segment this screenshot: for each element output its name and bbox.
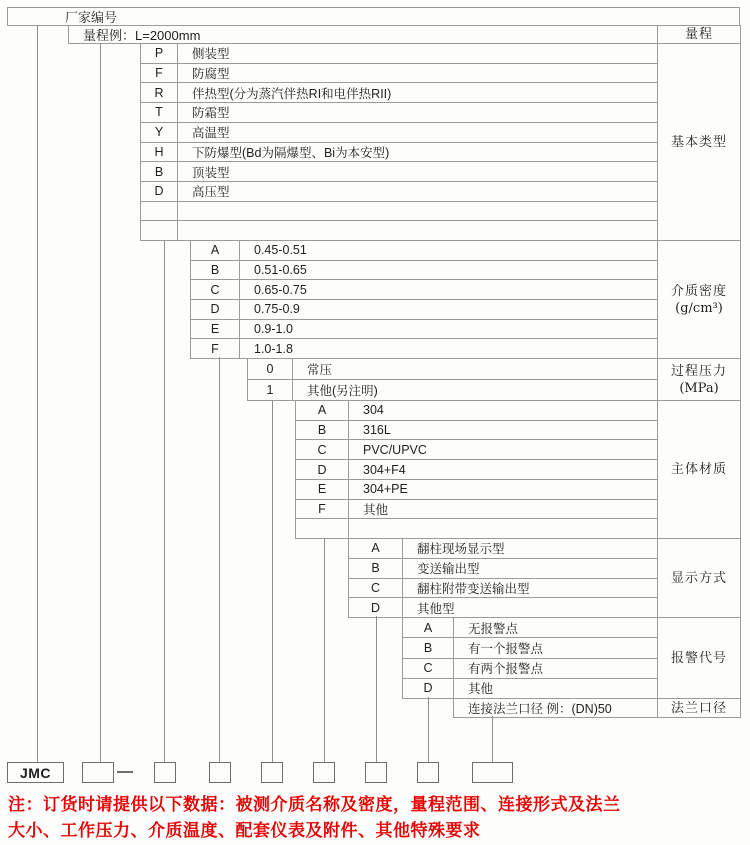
label-medium-density-text: 介质密度 xyxy=(670,283,727,299)
code-box-pressure xyxy=(261,762,283,783)
table-row xyxy=(349,539,657,559)
ordering-note xyxy=(8,792,748,844)
table-row xyxy=(454,699,657,717)
table-row xyxy=(141,143,657,163)
table-row xyxy=(403,618,657,638)
connector-line-basic-type xyxy=(164,240,165,762)
table-row xyxy=(191,320,657,340)
basic-type-table xyxy=(140,43,658,241)
table-row xyxy=(403,638,657,658)
label-body-material xyxy=(657,400,741,539)
table-row xyxy=(248,359,657,380)
flange-size-table xyxy=(453,698,658,718)
code-cell: C xyxy=(296,440,349,459)
table-row xyxy=(403,679,657,698)
code-cell: B xyxy=(141,162,178,181)
description-cell: 其他 xyxy=(363,502,389,517)
description-cell: 0.51-0.65 xyxy=(254,263,307,277)
code-box-display xyxy=(365,762,387,783)
label-process-pressure-text: 过程压力 xyxy=(670,363,727,379)
code-cell: D xyxy=(141,182,178,201)
description-cell: 其他 xyxy=(468,682,494,697)
table-row xyxy=(191,339,657,358)
table-row xyxy=(349,579,657,599)
code-cell: E xyxy=(296,480,349,499)
table-row xyxy=(141,44,657,64)
connector-line-alarm xyxy=(428,697,429,762)
code-cell: B xyxy=(191,261,240,280)
description-cell: 高压型 xyxy=(192,185,230,200)
description-cell: 304+PE xyxy=(363,482,408,497)
connector-line-pressure xyxy=(272,400,273,762)
code-cell: T xyxy=(141,103,178,122)
label-display-mode-text: 显示方式 xyxy=(670,570,727,586)
code-cell: C xyxy=(349,579,403,598)
table-row xyxy=(141,202,657,222)
code-cell: A xyxy=(349,539,403,558)
code-cell: 0 xyxy=(248,359,293,379)
code-box-alarm xyxy=(417,762,439,783)
connector-line-range xyxy=(100,43,101,762)
table-row xyxy=(296,440,657,460)
table-row xyxy=(141,83,657,103)
table-row xyxy=(403,659,657,679)
table-row xyxy=(349,598,657,617)
table-row xyxy=(296,460,657,480)
description-cell: 常压 xyxy=(307,363,333,377)
description-cell: 下防爆型(Bd为隔爆型、Bi为本安型) xyxy=(192,145,390,160)
code-cell: D xyxy=(296,460,349,479)
code-cell: H xyxy=(141,143,178,162)
label-medium-density xyxy=(657,240,741,359)
code-cell: P xyxy=(141,44,178,63)
label-range-text: 量程 xyxy=(684,27,713,42)
description-cell: 防霜型 xyxy=(192,106,230,121)
table-row xyxy=(141,182,657,202)
code-cell: D xyxy=(349,598,403,617)
code-cell: B xyxy=(349,559,403,578)
connector-line-density xyxy=(219,357,220,762)
table-row xyxy=(296,480,657,500)
description-cell: 连接法兰口径 例：(DN)50 xyxy=(468,702,612,716)
code-box-basic-type xyxy=(154,762,176,783)
code-box-range xyxy=(82,762,114,783)
code-cell: B xyxy=(296,421,349,440)
label-basic-type xyxy=(657,43,741,241)
label-range xyxy=(657,25,741,44)
table-row xyxy=(141,123,657,143)
code-cell: A xyxy=(191,241,240,260)
ordering-note-line1: 注：订货时请提供以下数据：被测介质名称及密度，量程范围、连接形式及法兰 xyxy=(8,795,621,814)
table-row xyxy=(191,280,657,300)
code-cell xyxy=(296,519,349,538)
label-alarm-code-text: 报警代号 xyxy=(670,650,727,666)
code-cell: A xyxy=(403,618,454,637)
code-box-flange xyxy=(472,762,513,783)
table-row xyxy=(349,559,657,579)
process-pressure-table xyxy=(247,358,658,401)
code-cell: F xyxy=(141,64,178,83)
code-cell: D xyxy=(403,679,454,698)
description-cell: 其他(另注明) xyxy=(307,384,378,398)
description-cell: 防腐型 xyxy=(192,67,230,82)
label-alarm-code xyxy=(657,617,741,699)
description-cell: 有一个报警点 xyxy=(468,641,544,656)
description-cell: 0.75-0.9 xyxy=(254,302,300,317)
description-cell: 0.65-0.75 xyxy=(254,282,307,297)
range-example-text: 量程例：L=2000mm xyxy=(83,28,201,43)
description-cell: 0.9-1.0 xyxy=(254,322,293,337)
description-cell: 有两个报警点 xyxy=(468,662,544,677)
code-cell xyxy=(141,221,178,240)
description-cell: 304+F4 xyxy=(363,462,406,477)
model-prefix-text: JMC xyxy=(19,764,52,781)
table-row xyxy=(191,261,657,281)
description-cell: 翻柱现场显示型 xyxy=(417,542,505,557)
code-cell: Y xyxy=(141,123,178,142)
code-cell: R xyxy=(141,83,178,102)
description-cell: 高温型 xyxy=(192,126,230,141)
description-cell xyxy=(178,221,657,240)
code-cell: 1 xyxy=(248,380,293,400)
code-cell: C xyxy=(191,280,240,299)
connector-line-material xyxy=(324,538,325,762)
code-cell: B xyxy=(403,638,454,657)
description-cell: 1.0-1.8 xyxy=(254,341,293,356)
range-example-row xyxy=(68,25,658,44)
description-cell: 0.45-0.51 xyxy=(254,243,307,258)
body-material-table xyxy=(295,400,658,539)
code-cell: C xyxy=(403,659,454,678)
table-row xyxy=(191,241,657,261)
code-cell xyxy=(141,202,178,221)
table-row xyxy=(141,103,657,123)
separator-dash xyxy=(117,771,133,773)
description-cell: 伴热型(分为蒸汽伴热RI和电伴热RII) xyxy=(192,86,392,101)
code-cell: D xyxy=(191,300,240,319)
table-row xyxy=(296,421,657,441)
label-body-material-text: 主体材质 xyxy=(670,462,727,477)
description-cell: 翻柱附带变送输出型 xyxy=(417,581,530,596)
description-cell: 顶装型 xyxy=(192,165,230,180)
code-cell: E xyxy=(191,320,240,339)
display-mode-table xyxy=(348,538,658,618)
connector-line-display xyxy=(376,616,377,762)
description-cell xyxy=(178,202,657,221)
table-row xyxy=(248,380,657,400)
description-cell: 304 xyxy=(363,403,384,418)
table-row xyxy=(141,221,657,240)
code-cell: F xyxy=(191,339,240,358)
label-flange-size xyxy=(657,698,741,718)
description-cell xyxy=(349,519,657,538)
code-box-material xyxy=(313,762,335,783)
label-basic-type-text: 基本类型 xyxy=(670,134,727,150)
description-cell: 316L xyxy=(363,423,391,438)
code-cell: A xyxy=(296,401,349,420)
table-row xyxy=(141,64,657,84)
manufacturer-code-label: 厂家编号 xyxy=(65,10,118,25)
model-prefix-box xyxy=(7,762,64,783)
connector-line-flange xyxy=(492,716,493,762)
alarm-code-table xyxy=(402,617,658,699)
medium-density-table xyxy=(190,240,658,359)
table-row xyxy=(296,519,657,538)
label-flange-size-text: 法兰口径 xyxy=(670,700,727,716)
table-row xyxy=(296,500,657,520)
table-row xyxy=(191,300,657,320)
label-process-pressure xyxy=(657,358,741,401)
description-cell: 变送输出型 xyxy=(417,562,480,577)
table-row xyxy=(141,162,657,182)
code-cell: F xyxy=(296,500,349,519)
ordering-note-line2: 大小、工作压力、介质温度、配套仪表及附件、其他特殊要求 xyxy=(8,821,481,840)
code-box-density xyxy=(209,762,231,783)
connector-line-manufacturer xyxy=(37,25,38,762)
table-row xyxy=(296,401,657,421)
label-display-mode xyxy=(657,538,741,618)
description-cell: 其他型 xyxy=(417,601,455,616)
label-medium-density-unit: (g/cm³) xyxy=(675,300,723,316)
description-cell: 无报警点 xyxy=(468,621,519,636)
label-process-pressure-unit: (MPa) xyxy=(679,380,719,396)
manufacturer-code-row xyxy=(7,7,740,26)
description-cell: 侧装型 xyxy=(192,47,230,62)
description-cell: PVC/UPVC xyxy=(363,442,427,457)
